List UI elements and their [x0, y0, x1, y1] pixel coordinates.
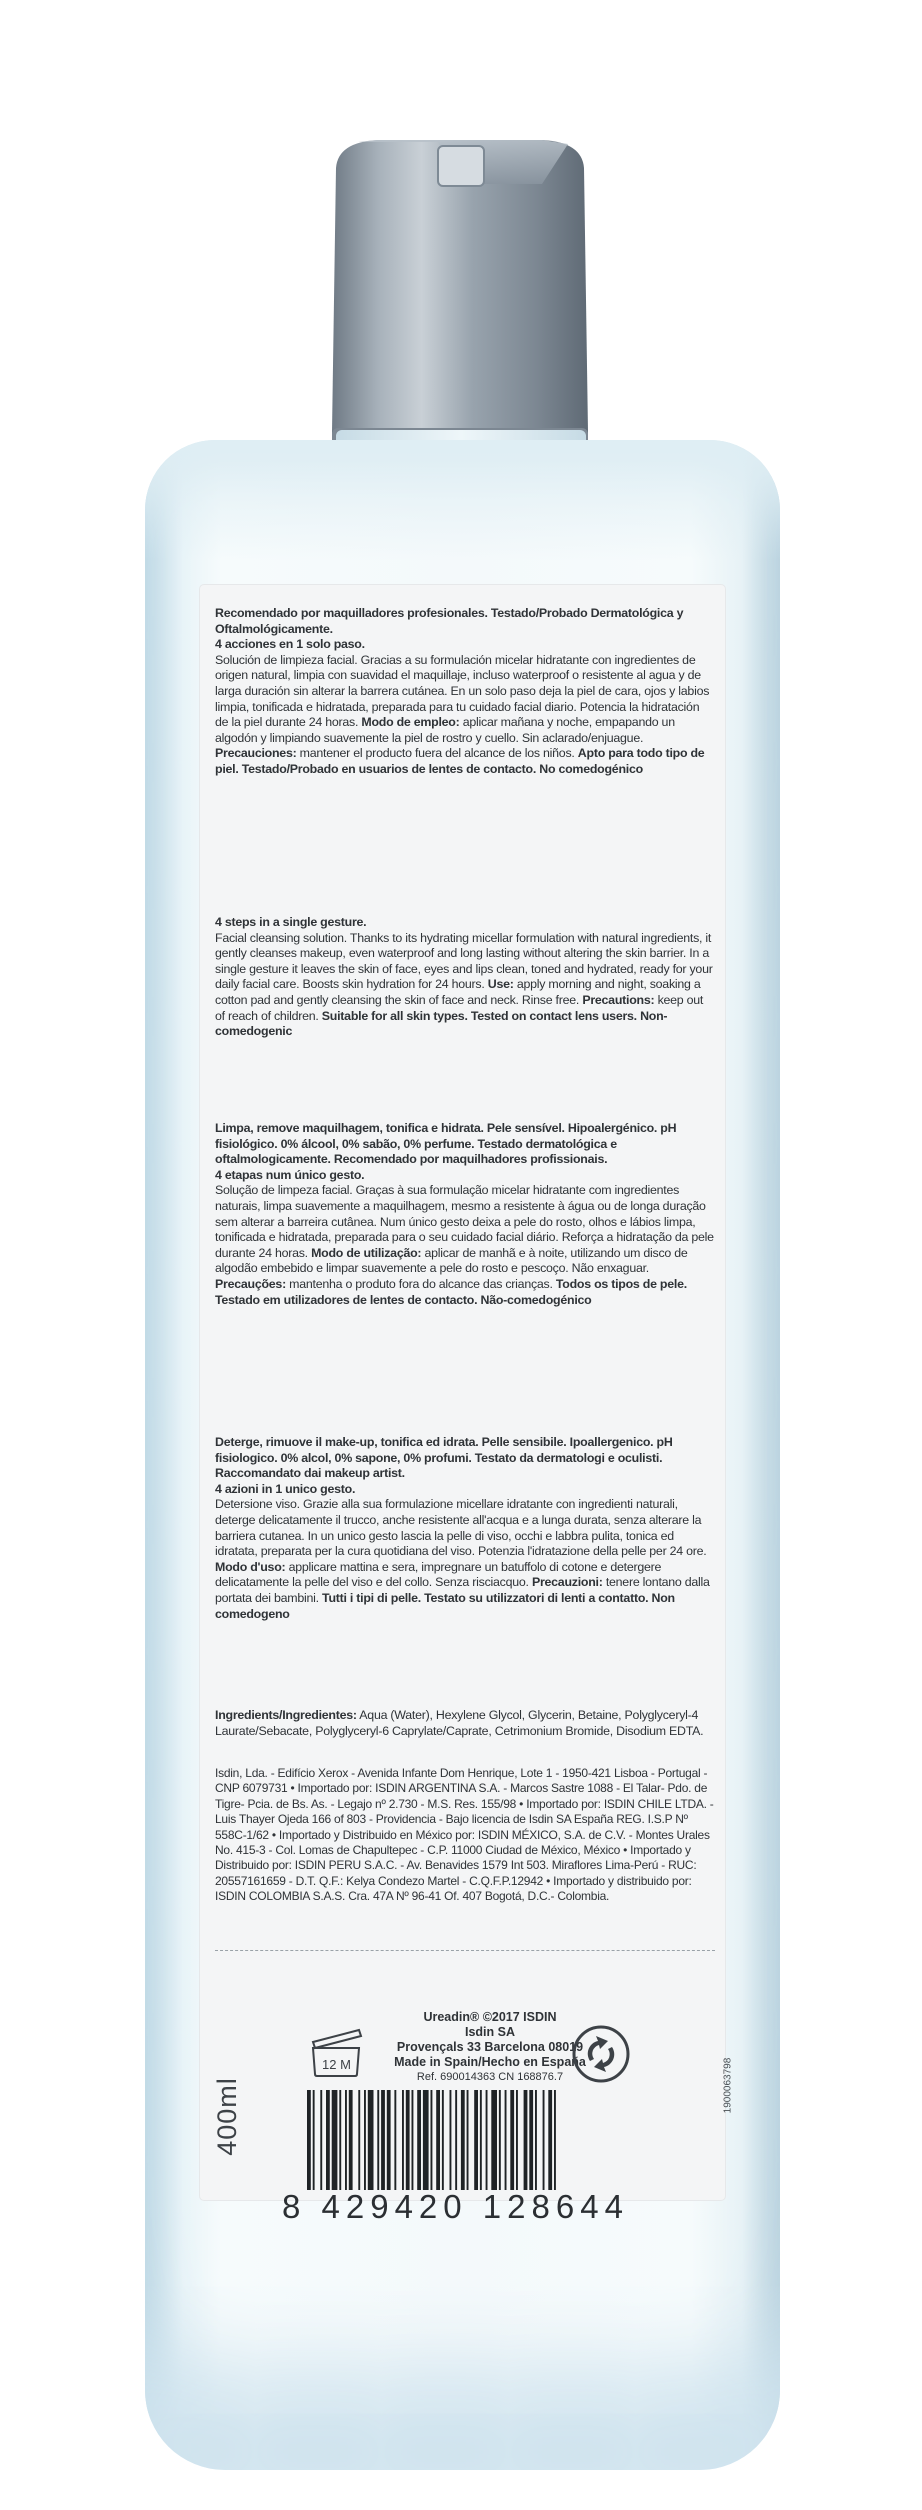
barcode-bar	[339, 2090, 341, 2190]
barcode-bar	[450, 2090, 452, 2190]
barcode-bar	[480, 2090, 482, 2190]
es-closing: Apto para todo tipo de piel. Testado/Probado en usuarios de lentes de contacto. No comedogénico	[215, 746, 705, 776]
barcode-bar	[455, 2090, 457, 2190]
barcode-bar	[381, 2090, 385, 2190]
es-caution-label: Precauciones:	[215, 746, 297, 761]
barcode-bar	[387, 2090, 391, 2190]
recycle-icon	[572, 2025, 630, 2083]
barcode-bar	[394, 2090, 396, 2190]
it-caution-label: Precauzioni:	[531, 1575, 603, 1590]
it-closing: Tutti i tipi di pelle. Testato su utilizzatori di lenti a contatto. Non comedogeno	[215, 1590, 675, 1621]
en-caution-label: Precautions:	[582, 992, 655, 1007]
barcode-bar	[510, 2090, 514, 2190]
es-intro: Recomendado por maquilladores profesionales. Testado/Probado Dermatológica y Oftalmológicamente.	[215, 606, 684, 636]
barcode-bar	[543, 2090, 545, 2190]
es-caution: mantener el producto fuera del alcance de los niños.	[299, 746, 575, 761]
barcode-bar	[349, 2090, 353, 2190]
volume-text: 400ml	[211, 2077, 242, 2156]
barcode-bar	[320, 2090, 322, 2190]
barcode-bar	[332, 2090, 338, 2190]
barcode-bar	[474, 2090, 478, 2190]
ingredients-list: Aqua (Water), Hexylene Glycol, Glycerin, Betaine, Polyglyceryl-4 Laurate/Sebacate, Polyglyceryl-6 Caprylate/Caprate, Cetrimonium Bromide, Disodium EDTA.	[215, 1708, 704, 1738]
en-use: apply morning and night, soaking a cotton pad and gently cleansing the skin of face and neck. Rinse free.	[215, 977, 701, 1007]
company-line-1: Ureadin® ©2017 ISDIN	[423, 2010, 557, 2024]
pt-body: Solução de limpeza facial. Graças à sua formulação micelar hidratante com ingredientes naturais, limpa suavemente a maquilhagem, mesmo a resistente à água ou de longa duração sem alterar a barreira cutânea. Num único gesto deixa a pele do rosto, olhos e lábios limpa, tonificada e hidratada, preparada para o seu cuidado facial diário. Reforça a hidratação da pele durante 24 horas.	[215, 1183, 714, 1260]
barcode-bar	[529, 2090, 533, 2190]
en-caution: keep out of reach of children.	[215, 992, 704, 1023]
product-label	[200, 585, 725, 2200]
barcode-bar	[377, 2090, 379, 2190]
es-body: Solución de limpieza facial. Gracias a su formulación micelar hidratante con ingredientes de origen natural, limpia con suavidad el maquillaje, incluso waterproof o resistente al agua y de larga duración sin alterar la barrera cutánea. En un solo paso deja la piel de cara, ojos y labios limpia, tonificada e hidratada, preparada para tu cuidado facial diario. Potencia la hidratación de la piel durante 24 horas.	[215, 652, 710, 730]
side-code: 1900063798	[722, 2057, 734, 2114]
bottle-shoulder	[145, 440, 780, 560]
company-line-3: Provençals 33 Barcelona 08019	[396, 2040, 584, 2054]
barcode	[305, 2090, 630, 2190]
en-use-label: Use:	[487, 977, 514, 992]
en-heading: 4 steps in a single gesture.	[215, 915, 367, 929]
bottle-cap	[318, 132, 602, 450]
barcode-number: 8 429420 128644	[282, 2188, 629, 2225]
barcode-bar	[548, 2090, 552, 2190]
pt-heading: 4 etapas num único gesto.	[215, 1167, 365, 1182]
barcode-bar	[442, 2090, 444, 2190]
pt-caution-label: Precauções:	[215, 1276, 286, 1291]
barcode-bar	[368, 2090, 374, 2190]
it-intro: Deterge, rimuove il make-up, tonifica ed idrata. Pelle sensibile. Ipoallergenico. pH fisiologico. 0% alcol, 0% sapone, 0% profumi. Testato da dermatologi e oculisti. Raccomandato dai makeup artist.	[215, 1435, 673, 1481]
es-heading: 4 acciones en 1 solo paso.	[215, 637, 365, 652]
barcode-bar	[499, 2090, 501, 2190]
barcode-bar	[423, 2090, 429, 2190]
ingredients-section	[215, 1708, 715, 1739]
pt-intro: Limpa, remove maquilhagem, tonifica e hidrata. Pele sensível. Hipoalergénico. pH fisiológico. 0% álcool, 0% sabão, 0% perfume. Testado dermatológica e oftalmologicamente. Recomendado por maquilhadores profissionais.	[215, 1121, 677, 1167]
it-use: applicare mattina e sera, impregnare un batuffolo di cotone e detergere delicatamente la pelle del viso e del collo. Senza risciacquo.	[215, 1559, 662, 1590]
barcode-bar	[326, 2090, 330, 2190]
barcode-bar	[461, 2090, 465, 2190]
it-heading: 4 azioni in 1 unico gesto.	[215, 1481, 356, 1496]
pt-use-label: Modo de utilização:	[311, 1245, 422, 1260]
es-use-label: Modo de empleo:	[361, 715, 460, 730]
barcode-bar	[554, 2090, 556, 2190]
barcode-bar	[535, 2090, 537, 2190]
barcode-bar	[524, 2090, 528, 2190]
company-line-4: Made in Spain/Hecho en España	[394, 2055, 586, 2069]
barcode-bar	[402, 2090, 404, 2190]
label-section-it	[215, 1435, 715, 1622]
it-body: Detersione viso. Grazie alla sua formulazione micellare idratante con ingredienti naturali, deterge delicatamente il trucco, anche resistente all'acqua e a lunga durata, senza alterare la barriera cutanea. In un unico gesto lascia la pelle di viso, occhi e labbra pulita, tonica ed idratata, preparata per la cura quotidiana del viso. Potenzia l'idratazione della pelle per 24 ore.	[215, 1497, 707, 1559]
it-caution: tenere lontano dalla portata dei bambini.	[215, 1575, 710, 1605]
divider	[215, 1950, 715, 1951]
label-section-pt	[215, 1121, 715, 1308]
es-use: aplicar mañana y noche, empapando un algodón y limpiando suavemente la piel de rostro y cuello. Sin aclarado/enjuague.	[215, 715, 675, 745]
en-closing: Suitable for all skin types. Tested on contact lens users. Non-comedogenic	[215, 1008, 668, 1039]
barcode-bar	[307, 2090, 311, 2190]
barcode-bar	[467, 2090, 469, 2190]
barcode-bar	[364, 2090, 366, 2190]
barcode-bar	[436, 2090, 440, 2190]
company-line-5: Ref. 690014363 CN 168876.7	[416, 2071, 564, 2083]
barcode-bar	[313, 2090, 315, 2190]
pt-use: aplicar de manhã e à noite, utilizando um disco de algodão embebido e limpar suavemente a pele do rosto e pescoço. Não enxaguar.	[215, 1245, 688, 1276]
en-body: Facial cleansing solution. Thanks to its hydrating micellar formulation with natural ingredients, it gently cleanses makeup, even waterproof and long lasting without altering the skin barrier. In a single gesture it leaves the skin of face, eyes and lips clean, toned and hydrated, ready for your daily facial care. Boosts skin hydration for 24 hours.	[215, 930, 713, 992]
pao-label: 12 M	[322, 2057, 351, 2072]
pt-closing: Todos os tipos de pele. Testado em utilizadores de lentes de contacto. Não-comedogénico	[215, 1276, 687, 1307]
barcode-bar	[505, 2090, 507, 2190]
barcode-bar	[345, 2090, 347, 2190]
ingredients-label: Ingredients/Ingredientes:	[215, 1708, 357, 1722]
label-section-es	[215, 606, 715, 778]
barcode-bar	[516, 2090, 518, 2190]
barcode-bar	[417, 2090, 421, 2190]
importers-text: Isdin, Lda. - Edifício Xerox - Avenida Infante Dom Henrique, Lote 1 - 1950-421 Lisboa - Portugal - CNP 6079731 • Importado por: ISDIN ARGENTINA S.A. - Marcos Sastre 1088 - El Talar- Pdo. de Tigre- Pcia. de Bs. As. - Legajo nº 2.730 - M.S. Res. 155/98 • Importado por: ISDIN CHILE LTDA. - Luis Thayer Ojeda 166 of 803 - Providencia - Bajo licencia de Isdin SA España REG. I.S.P Nº 558C-1/62 • Importado y Distribuido en México por: ISDIN MÉXICO, S.A. de C.V. - Montes Urales No. 415-3 - Col. Lomas de Chapultepec - C.P. 11000 Ciudad de México, México • Importado y Distribuido por: ISDIN PERU S.A.C. - Av. Benavides 1579 Int 503. Miraflores Lima-Perú - RUC: 20557161659 - D.T. Q.F.: Kelya Condezo Martel - C.Q.F.P.12942 • Importado y distribuido por: ISDIN COLOMBIA S.A.S. Cra. 47A Nº 96-41 Of. 407 Bogotá, D.C.- Colombia.	[215, 1766, 714, 1904]
barcode-bar	[412, 2090, 414, 2190]
company-info	[390, 2010, 590, 2085]
importers-section	[215, 1766, 715, 1905]
it-use-label: Modo d'uso:	[215, 1559, 286, 1574]
barcode-bar	[491, 2090, 497, 2190]
pt-caution: mantenha o produto fora do alcance das crianças.	[289, 1276, 553, 1291]
barcode-bar	[431, 2090, 433, 2190]
barcode-bar	[486, 2090, 488, 2190]
volume-mark	[211, 2075, 244, 2165]
label-section-en	[215, 915, 715, 1040]
company-line-2: Isdin SA	[464, 2025, 515, 2039]
barcode-bar	[358, 2090, 360, 2190]
barcode-bar	[406, 2090, 410, 2190]
